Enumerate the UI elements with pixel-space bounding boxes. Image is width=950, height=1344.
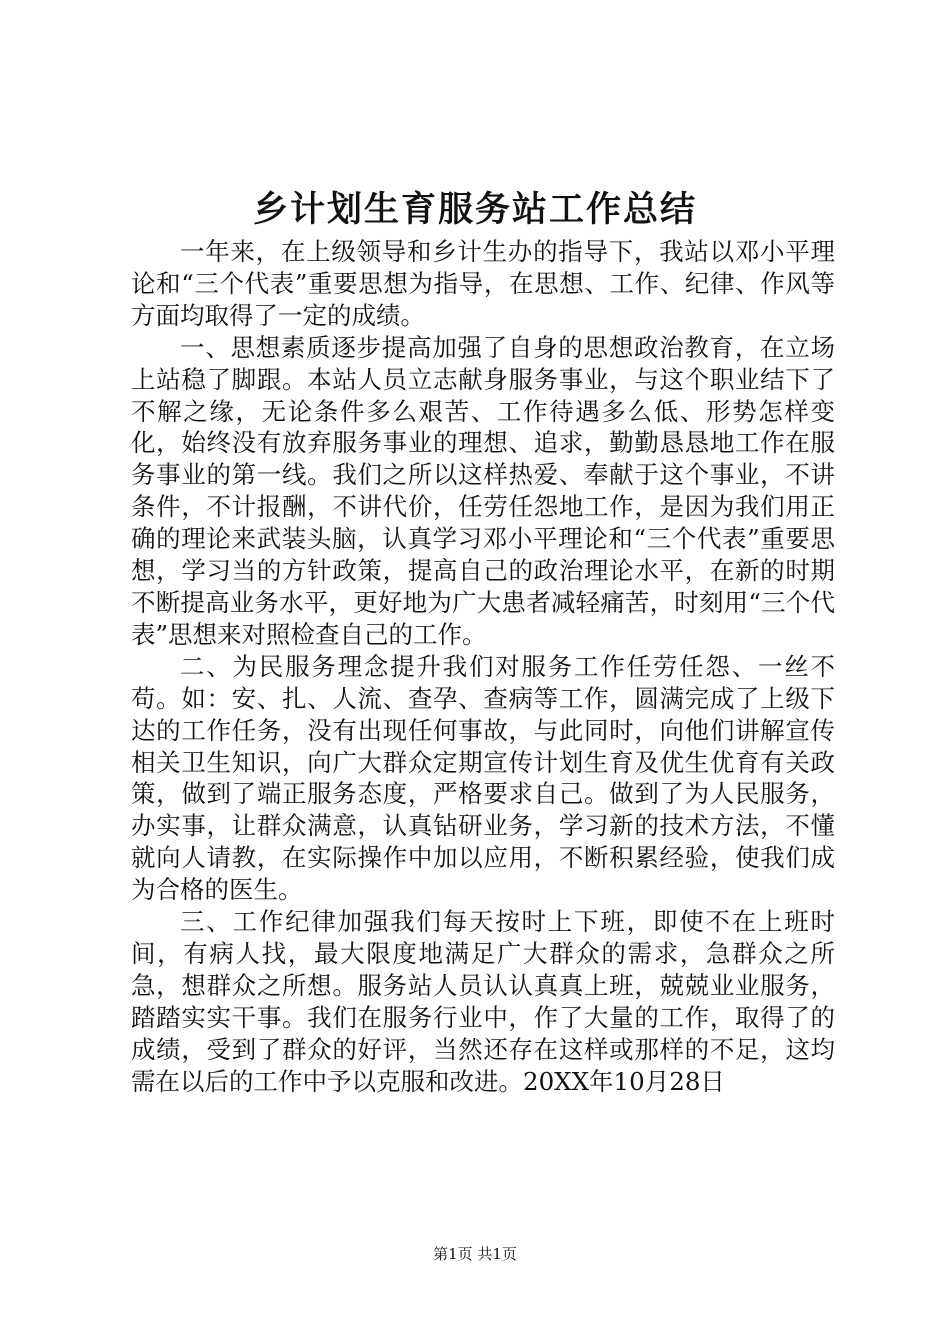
paragraph-section-1: 一、思想素质逐步提高加强了自身的思想政治教育，在立场上站稳了脚跟。本站人员立志献身服务事业，与这个职业结下了不解之缘，无论条件多么艰苦、工作待遇多么低、形势怎样变化，始终没有放弃服务事业的理想、追求，勤勤恳恳地工作在服务事业的第一线。我们之所以这样热爱、奉献于这个事业，不讲条件，不计报酬，不讲代价，任劳任怨地工作，是因为我们用正确的理论来武装头脑，认真学习邓小平理论和“三个代表”重要思想，学习当的方针政策，提高自己的政治理论水平，在新的时期不断提高业务水平，更好地为广大患者减轻痛苦，时刻用“三个代表”思想来对照检查自己的工作。 bbox=[131, 332, 835, 649]
page-footer: 第1页 共1页 bbox=[433, 1245, 517, 1263]
document-body bbox=[131, 236, 835, 1097]
page-title: 乡计划生育服务站工作总结 bbox=[252, 189, 697, 230]
paragraph-intro: 一年来，在上级领导和乡计生办的指导下，我站以邓小平理论和“三个代表”重要思想为指导，在思想、工作、纪律、作风等方面均取得了一定的成绩。 bbox=[131, 237, 835, 330]
paragraph-section-2: 二、为民服务理念提升我们对服务工作任劳任怨、一丝不苟。如：安、扎、人流、查孕、查病等工作，圆满完成了上级下达的工作任务，没有出现任何事故，与此同时，向他们讲解宣传相关卫生知识，向广大群众定期宣传计划生育及优生优育有关政策，做到了端正服务态度，严格要求自己。做到了为人民服务，办实事，让群众满意，认真钻研业务，学习新的技术方法，不懂就向人请教，在实际操作中加以应用，不断积累经验，使我们成为合格的医生。 bbox=[131, 651, 835, 905]
paragraph-section-3: 三、工作纪律加强我们每天按时上下班，即使不在上班时间，有病人找，最大限度地满足广大群众的需求，急群众之所急，想群众之所想。服务站人员认认真真上班，兢兢业业服务，踏踏实实干事。我们在服务行业中，作了大量的工作，取得了的成绩，受到了群众的好评，当然还存在这样或那样的不足，这均需在以后的工作中予以克服和改进。20XX年10月28日 bbox=[131, 907, 835, 1096]
